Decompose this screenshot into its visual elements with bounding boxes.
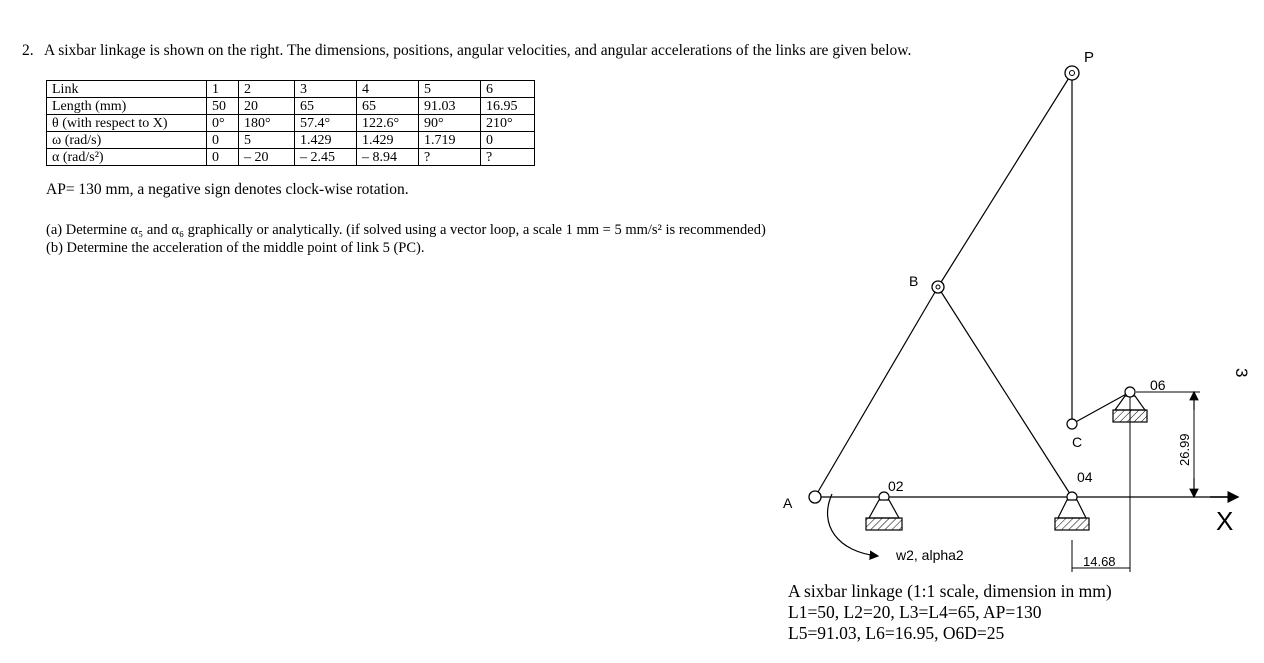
table-cell: ? xyxy=(419,149,481,166)
table-cell: 1 xyxy=(207,81,239,98)
table-cell: 6 xyxy=(481,81,535,98)
problem-number: 2. xyxy=(22,42,34,59)
table-cell: 57.4° xyxy=(295,115,357,132)
table-cell: Length (mm) xyxy=(47,98,207,115)
table-cell: α (rad/s²) xyxy=(47,149,207,166)
link-4-BO4 xyxy=(938,287,1072,497)
link-3-extension-BP xyxy=(938,73,1072,287)
label-dim-14-68: 14.68 xyxy=(1083,554,1116,569)
label-B: B xyxy=(909,273,919,289)
O4-ground-hatch xyxy=(1055,518,1089,530)
diagram-caption xyxy=(788,581,1112,644)
sign-convention-note: AP= 130 mm, a negative sign denotes clock-wise rotation. xyxy=(46,181,409,198)
table-cell: 20 xyxy=(239,98,295,115)
table-cell: 3 xyxy=(295,81,357,98)
table-cell: 180° xyxy=(239,115,295,132)
O2-ground-hatch xyxy=(866,518,902,530)
caption-line-3: L5=91.03, L6=16.95, O6D=25 xyxy=(788,623,1005,643)
table-cell: θ (with respect to X) xyxy=(47,115,207,132)
table-cell: 50 xyxy=(207,98,239,115)
P-joint-inner xyxy=(1070,71,1075,76)
table-cell: 210° xyxy=(481,115,535,132)
table-cell: 122.6° xyxy=(357,115,419,132)
table-cell: Link xyxy=(47,81,207,98)
C-joint xyxy=(1067,419,1077,429)
table-cell: 90° xyxy=(419,115,481,132)
label-O2: 02 xyxy=(888,478,904,494)
table-cell: ω (rad/s) xyxy=(47,132,207,149)
table-cell: ? xyxy=(481,149,535,166)
table-cell: – 20 xyxy=(239,149,295,166)
table-cell: 4 xyxy=(357,81,419,98)
O2-ground-pivot xyxy=(866,492,902,530)
table-cell: 0 xyxy=(207,132,239,149)
caption-line-2: L1=50, L2=20, L3=L4=65, AP=130 xyxy=(788,602,1042,622)
O2-support xyxy=(869,500,899,518)
link-3-AB xyxy=(815,287,938,497)
table-cell: 2 xyxy=(239,81,295,98)
label-O4: 04 xyxy=(1077,469,1093,485)
label-C: C xyxy=(1072,434,1083,450)
table-cell: 0 xyxy=(481,132,535,149)
label-A: A xyxy=(783,495,793,511)
O4-support xyxy=(1058,500,1086,518)
table-cell: 0 xyxy=(207,149,239,166)
table-cell: 1.429 xyxy=(357,132,419,149)
label-X-axis: X xyxy=(1216,506,1234,536)
table-cell: 5 xyxy=(419,81,481,98)
table-cell: 65 xyxy=(295,98,357,115)
O4-ground-pivot xyxy=(1055,492,1089,530)
label-P: P xyxy=(1084,49,1095,66)
table-cell: 1.429 xyxy=(295,132,357,149)
A-joint xyxy=(809,491,821,503)
label-O6: 06 xyxy=(1150,377,1166,393)
table-cell: 0° xyxy=(207,115,239,132)
question-b: (b) Determine the acceleration of the middle point of link 5 (PC). xyxy=(46,240,425,256)
O6-joint xyxy=(1125,387,1135,397)
table-cell: 16.95 xyxy=(481,98,535,115)
label-dim-26-99: 26.99 xyxy=(1177,433,1192,466)
B-joint-inner xyxy=(936,285,940,289)
table-cell: 65 xyxy=(357,98,419,115)
table-cell: 5 xyxy=(239,132,295,149)
label-three-rotated: 3 xyxy=(1232,368,1251,378)
problem-text: A sixbar linkage is shown on the right. The dimensions, positions, angular velocities, and angular accelerations of the links are given below. xyxy=(44,42,912,59)
table-cell: 91.03 xyxy=(419,98,481,115)
caption-line-1: A sixbar linkage (1:1 scale, dimension in mm) xyxy=(788,581,1112,601)
table-cell: – 2.45 xyxy=(295,149,357,166)
question-a: (a) Determine α₅ and α₆ graphically or analytically. (if solved using a vector loop, a scale 1 mm = 5 mm/s² is recommended) xyxy=(46,222,766,238)
table-cell: 1.719 xyxy=(419,132,481,149)
table-cell: – 8.94 xyxy=(357,149,419,166)
label-w2-alpha2: w2, alpha2 xyxy=(896,547,964,563)
